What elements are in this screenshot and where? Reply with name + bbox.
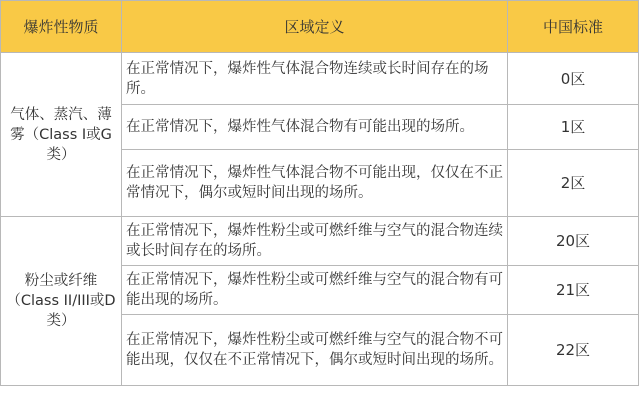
zone-standard-cell: 20区 [508, 217, 639, 266]
zone-standard-cell: 21区 [508, 266, 639, 315]
header-zone-definition: 区域定义 [122, 1, 508, 53]
table-row [1, 217, 639, 266]
zone-definition-cell: 在正常情况下，爆炸性粉尘或可燃纤维与空气的混合物有可能出现的场所。 [122, 266, 508, 315]
header-china-standard: 中国标准 [508, 1, 639, 53]
zone-standard-cell: 2区 [508, 150, 639, 217]
zone-standard-cell: 0区 [508, 53, 639, 105]
zone-definition-cell: 在正常情况下，爆炸性气体混合物有可能出现的场所。 [122, 105, 508, 150]
table-header-row [1, 1, 639, 53]
table-row [1, 53, 639, 105]
zone-standard-cell: 22区 [508, 315, 639, 386]
zone-definition-cell: 在正常情况下，爆炸性气体混合物不可能出现，仅仅在不正常情况下，偶尔或短时间出现的场所。 [122, 150, 508, 217]
zone-definition-cell: 在正常情况下，爆炸性粉尘或可燃纤维与空气的混合物连续或长时间存在的场所。 [122, 217, 508, 266]
header-substance: 爆炸性物质 [1, 1, 122, 53]
zone-standard-cell: 1区 [508, 105, 639, 150]
category-gas-vapor-mist: 气体、蒸汽、薄雾（Class I或G类） [1, 53, 122, 217]
category-dust-fiber: 粉尘或纤维（Class II/III或D类） [1, 217, 122, 386]
zone-definition-cell: 在正常情况下，爆炸性粉尘或可燃纤维与空气的混合物不可能出现，仅仅在不正常情况下，偶尔或短时间出现的场所。 [122, 315, 508, 386]
zone-definition-cell: 在正常情况下，爆炸性气体混合物连续或长时间存在的场所。 [122, 53, 508, 105]
